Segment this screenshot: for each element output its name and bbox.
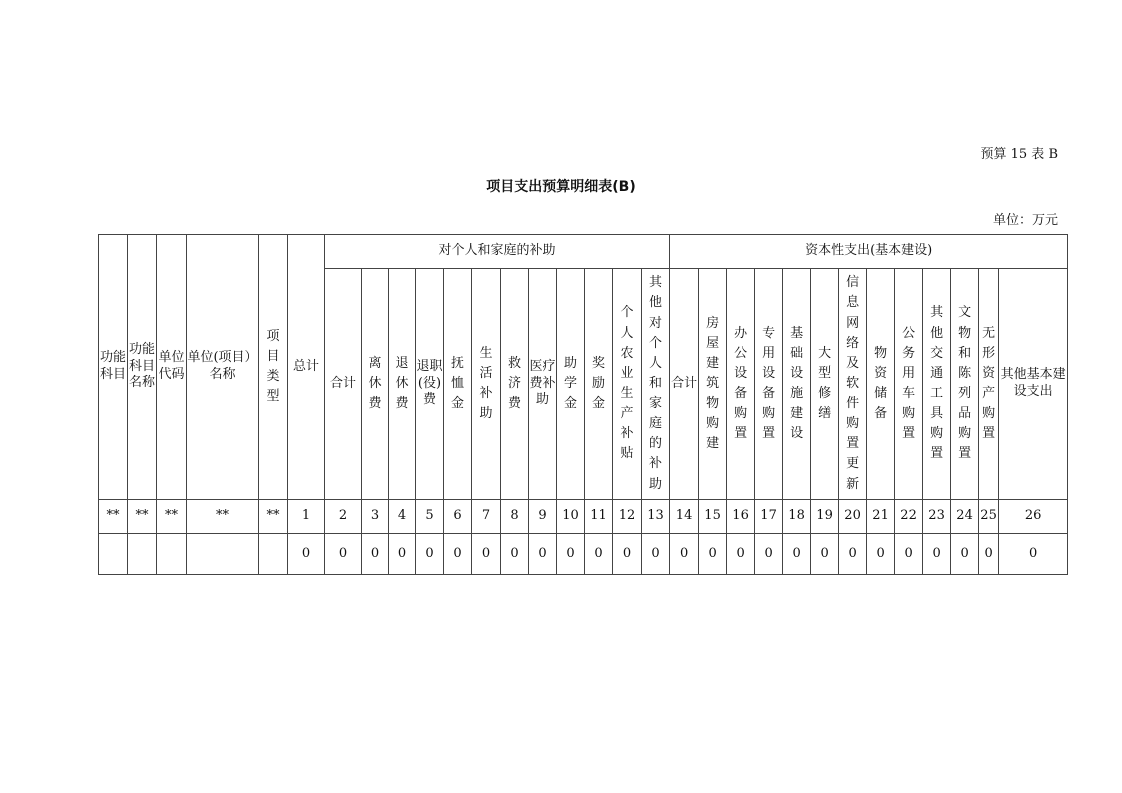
header-subsidy-1	[325, 269, 362, 500]
data-value-19	[811, 534, 839, 575]
code-number-11	[585, 500, 613, 534]
code-number-15	[699, 500, 727, 534]
header-capital-6-text: 大型修缮	[818, 345, 832, 422]
header-left-5	[259, 235, 288, 500]
data-value-26-text: 0	[1029, 545, 1038, 561]
code-number-25-text: 25	[980, 508, 997, 524]
code-left-2	[128, 500, 157, 534]
table-row	[99, 534, 1068, 575]
code-number-1-text: 1	[301, 508, 311, 524]
code-number-2	[325, 500, 362, 534]
code-left-1-text: **	[106, 508, 120, 524]
data-value-3	[362, 534, 389, 575]
data-value-17	[755, 534, 783, 575]
code-left-5	[259, 500, 288, 534]
header-capital-1	[670, 269, 699, 500]
code-number-3-text: 3	[370, 508, 380, 524]
header-subsidy-6	[472, 269, 501, 500]
data-value-12	[613, 534, 642, 575]
code-number-5-text: 5	[425, 508, 434, 524]
header-capital-3-text: 办公设备购置	[734, 325, 748, 442]
data-value-21	[867, 534, 895, 575]
header-capital-4	[755, 269, 783, 500]
header-capital-5	[783, 269, 811, 500]
code-number-12-text: 12	[618, 508, 636, 524]
code-number-6	[444, 500, 472, 534]
code-number-8	[501, 500, 529, 534]
code-number-10-text: 10	[562, 508, 579, 524]
code-number-26	[999, 500, 1068, 534]
header-capital-11-text: 文物和陈列品购置	[958, 305, 972, 462]
code-number-15-text: 15	[704, 508, 721, 524]
header-subsidy-2-text: 离休费	[368, 355, 382, 412]
header-left-2-text: 功能科目名称	[128, 341, 155, 391]
code-left-3	[157, 500, 187, 534]
data-value-2	[325, 534, 362, 575]
code-number-8-text: 8	[510, 508, 519, 524]
header-subsidy-4-text: 退职(役)费	[416, 358, 443, 408]
header-subsidy-5	[444, 269, 472, 500]
code-number-9	[529, 500, 557, 534]
data-value-1	[288, 534, 325, 575]
code-left-1	[99, 500, 128, 534]
code-number-24	[951, 500, 979, 534]
data-value-10-text: 0	[566, 545, 575, 561]
code-number-13	[642, 500, 670, 534]
data-left-4	[187, 534, 259, 575]
code-number-16-text: 16	[732, 508, 749, 524]
data-value-3-text: 0	[370, 545, 380, 561]
data-value-16-text: 0	[736, 545, 745, 561]
data-value-5-text: 0	[425, 545, 434, 561]
data-value-9-text: 0	[538, 545, 547, 561]
header-group-subsidy	[325, 235, 670, 269]
data-left-1	[99, 534, 128, 575]
data-value-21-text: 0	[876, 545, 885, 561]
code-number-24-text: 24	[956, 508, 973, 524]
header-subsidy-10	[585, 269, 613, 500]
code-number-26-text: 26	[1024, 508, 1042, 524]
data-value-25	[979, 534, 999, 575]
header-subsidy-7	[501, 269, 529, 500]
data-value-22-text: 0	[904, 545, 913, 561]
data-value-2-text: 0	[338, 545, 348, 561]
header-left-3	[157, 235, 187, 500]
code-number-4	[389, 500, 416, 534]
header-subsidy-8-text: 医疗费补助	[529, 358, 556, 408]
header-subsidy-2	[362, 269, 389, 500]
code-number-21-text: 21	[872, 508, 889, 524]
code-number-19-text: 19	[816, 508, 833, 524]
data-value-19-text: 0	[820, 545, 829, 561]
code-number-17	[755, 500, 783, 534]
data-value-7	[472, 534, 501, 575]
header-capital-2-text: 房屋建筑物购建	[706, 315, 720, 452]
header-capital-8-text: 物资储备	[874, 345, 888, 422]
code-number-23-text: 23	[928, 508, 945, 524]
budget-table	[98, 234, 1068, 575]
header-left-3-text: 单位代码	[158, 350, 185, 382]
code-number-3	[362, 500, 389, 534]
data-value-10	[557, 534, 585, 575]
data-value-20-text: 0	[848, 545, 857, 561]
code-number-22	[895, 500, 923, 534]
data-value-23	[923, 534, 951, 575]
code-left-4-text: **	[216, 508, 229, 524]
data-left-5	[259, 534, 288, 575]
header-left-1-text: 功能科目	[99, 350, 126, 382]
header-capital-5-text: 基础设施建设	[790, 325, 804, 442]
data-value-6	[444, 534, 472, 575]
code-number-12	[613, 500, 642, 534]
header-subsidy-3	[389, 269, 416, 500]
code-number-13-text: 13	[647, 508, 664, 524]
header-group-capital	[670, 235, 1068, 269]
header-capital-13-text: 其他基本建设支出	[1000, 367, 1066, 399]
header-capital-9-text: 公务用车购置	[902, 325, 916, 442]
data-value-5	[416, 534, 444, 575]
code-number-9-text: 9	[538, 508, 547, 524]
header-subsidy-1-text: 合计	[329, 375, 356, 391]
code-number-7-text: 7	[481, 508, 491, 524]
header-capital-12	[979, 269, 999, 500]
header-capital-2	[699, 269, 727, 500]
data-value-13-text: 0	[651, 545, 660, 561]
header-capital-6	[811, 269, 839, 500]
header-subsidy-5-text: 抚恤金	[450, 355, 464, 412]
data-value-7-text: 0	[481, 545, 491, 561]
header-capital-10-text: 其他交通工具购置	[930, 305, 944, 462]
code-number-5	[416, 500, 444, 534]
header-total	[288, 235, 325, 500]
code-number-20	[839, 500, 867, 534]
header-capital-9	[895, 269, 923, 500]
data-value-24	[951, 534, 979, 575]
code-number-6-text: 6	[453, 508, 462, 524]
code-number-1	[288, 500, 325, 534]
data-value-15	[699, 534, 727, 575]
code-number-10	[557, 500, 585, 534]
header-subsidy-8	[529, 269, 557, 500]
header-subsidy-12	[642, 269, 670, 500]
data-value-8-text: 0	[510, 545, 519, 561]
data-value-26	[999, 534, 1068, 575]
header-left-4-text: 单位(项目）名称	[187, 350, 258, 382]
page-title: 项目支出预算明细表(B)	[486, 179, 636, 195]
code-number-20-text: 20	[844, 508, 861, 524]
data-value-23-text: 0	[932, 545, 941, 561]
unit-label: 单位：万元	[992, 213, 1058, 228]
code-number-22-text: 22	[900, 508, 917, 524]
code-number-16	[727, 500, 755, 534]
code-left-5-text: **	[266, 508, 280, 524]
header-left-4	[187, 235, 259, 500]
code-row	[99, 500, 1068, 534]
data-value-16	[727, 534, 755, 575]
code-number-21	[867, 500, 895, 534]
data-value-11	[585, 534, 613, 575]
header-capital-4-text: 专用设备购置	[762, 325, 776, 442]
data-value-18-text: 0	[792, 545, 801, 561]
data-value-17-text: 0	[764, 545, 773, 561]
header-subsidy-4	[416, 269, 444, 500]
data-value-14	[670, 534, 699, 575]
code-number-18	[783, 500, 811, 534]
data-value-15-text: 0	[708, 545, 717, 561]
code-left-3-text: **	[165, 508, 178, 524]
header-subsidy-9	[557, 269, 585, 500]
code-number-18-text: 18	[788, 508, 805, 524]
header-capital-11	[951, 269, 979, 500]
data-value-4-text: 0	[397, 545, 407, 561]
data-value-22	[895, 534, 923, 575]
code-number-19	[811, 500, 839, 534]
header-capital-7-text: 信息网络及软件购置更新	[846, 275, 860, 492]
data-value-11-text: 0	[594, 545, 603, 561]
header-subsidy-11	[613, 269, 642, 500]
code-number-14	[670, 500, 699, 534]
code-number-4-text: 4	[397, 508, 407, 524]
header-capital-8	[867, 269, 895, 500]
header-subsidy-7-text: 救济费	[507, 355, 521, 412]
data-value-13	[642, 534, 670, 575]
header-capital-1-text: 合计	[671, 375, 698, 391]
form-code: 预算 15 表 B	[980, 147, 1058, 162]
code-number-23	[923, 500, 951, 534]
data-value-1-text: 0	[301, 545, 311, 561]
header-capital-12-text: 无形资产购置	[982, 325, 996, 442]
data-value-14-text: 0	[679, 545, 689, 561]
header-subsidy-9-text: 助学金	[563, 355, 577, 412]
code-number-17-text: 17	[760, 508, 777, 524]
header-subsidy-6-text: 生活补助	[479, 345, 493, 422]
data-value-20	[839, 534, 867, 575]
header-subsidy-3-text: 退休费	[395, 355, 409, 412]
header-subsidy-10-text: 奖励金	[591, 355, 605, 412]
data-left-2	[128, 534, 157, 575]
header-left-1	[99, 235, 128, 500]
data-value-25-text: 0	[984, 545, 993, 561]
data-value-8	[501, 534, 529, 575]
code-number-25	[979, 500, 999, 534]
data-value-18	[783, 534, 811, 575]
data-value-4	[389, 534, 416, 575]
header-capital-3	[727, 269, 755, 500]
code-number-11-text: 11	[590, 508, 607, 524]
header-group-subsidy-text: 对个人和家庭的补助	[438, 243, 556, 259]
header-left-2	[128, 235, 157, 500]
data-value-9	[529, 534, 557, 575]
data-left-3	[157, 534, 187, 575]
header-left-5-text: 项目类型	[266, 328, 280, 405]
code-number-2-text: 2	[338, 508, 348, 524]
data-value-24-text: 0	[960, 545, 969, 561]
data-value-6-text: 0	[453, 545, 462, 561]
header-capital-10	[923, 269, 951, 500]
header-group-capital-text: 资本性支出(基本建设)	[805, 243, 933, 259]
header-subsidy-11-text: 个人农业生产补贴	[620, 305, 634, 462]
code-left-2-text: **	[135, 508, 149, 524]
header-total-text: 总计	[292, 358, 319, 374]
code-number-7	[472, 500, 501, 534]
header-capital-13	[999, 269, 1068, 500]
code-number-14-text: 14	[675, 508, 693, 524]
header-row-groups	[99, 235, 1068, 269]
header-subsidy-12-text: 其他对个人和家庭的补助	[649, 275, 663, 492]
data-value-12-text: 0	[622, 545, 632, 561]
code-left-4	[187, 500, 259, 534]
header-capital-7	[839, 269, 867, 500]
